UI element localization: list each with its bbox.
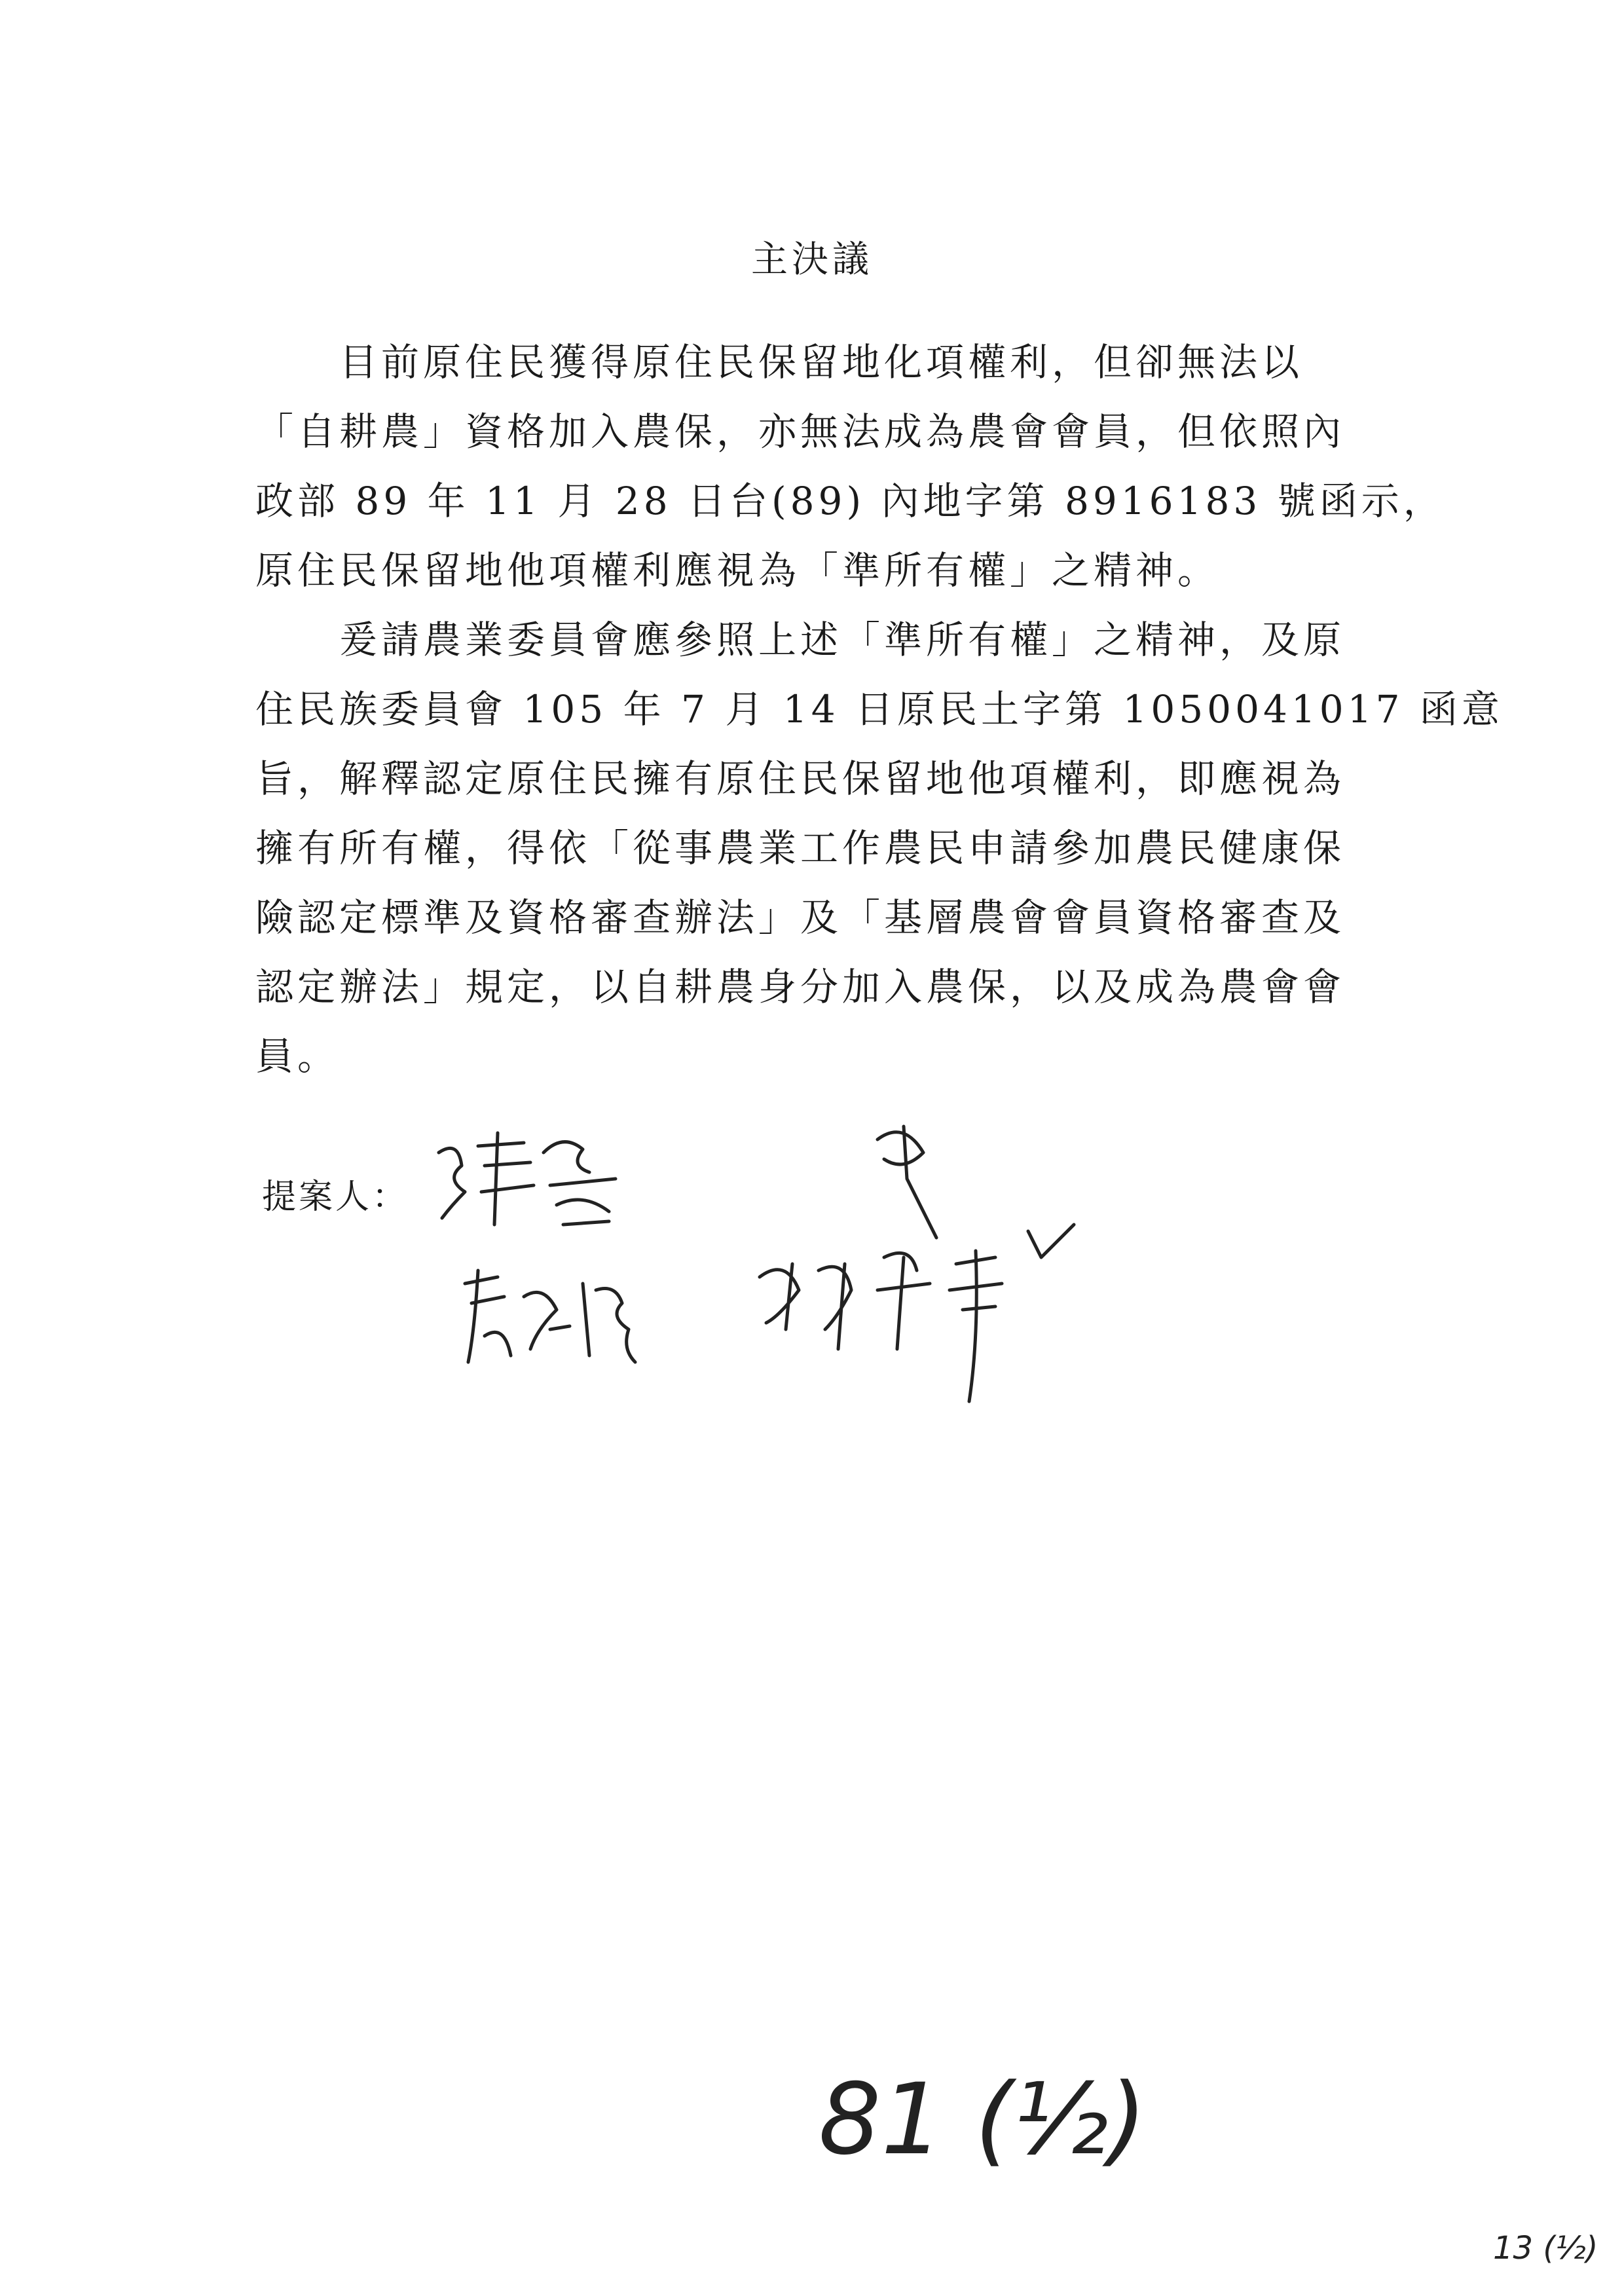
body-line: 險認定標準及資格審查辦法」及「基層農會會員資格審查及 <box>255 895 1346 940</box>
body-line: 爰請農業委員會應參照上述「準所有權」之精神，及原 <box>255 618 1346 662</box>
signature-3 <box>458 1264 642 1378</box>
document-title: 主決議 <box>751 238 873 281</box>
body-line: 原住民保留地他項權利應視為「準所有權」之精神。 <box>255 548 1220 593</box>
body-line: 認定辦法」規定，以自耕農身分加入農保，以及成為農會會 <box>255 965 1346 1009</box>
body-line: 擁有所有權，得依「從事農業工作農民申請參加農民健康保 <box>255 826 1346 870</box>
proposer-label: 提案人： <box>262 1177 409 1217</box>
body-line: 「自耕農」資格加入農保，亦無法成為農會會員，但依照內 <box>255 409 1346 454</box>
signature-1 <box>432 1126 629 1240</box>
body-line: 員。 <box>255 1034 340 1079</box>
resolution-body <box>255 327 1504 1091</box>
body-line: 目前原住民獲得原住民保留地化項權利，但卻無法以 <box>255 340 1304 384</box>
handwritten-footer-number: 13 (½) <box>1493 2230 1598 2267</box>
body-line: 政部 89 年 11 月 28 日台(89) 內地字第 8916183 號函示， <box>255 479 1445 523</box>
signature-4 <box>747 1218 1087 1417</box>
body-line: 旨，解釋認定原住民擁有原住民保留地他項權利，即應視為 <box>255 756 1346 801</box>
body-line: 住民族委員會 105 年 7 月 14 日原民土字第 1050041017 函意 <box>255 687 1504 731</box>
handwritten-page-number: 81 (½) <box>819 2063 1147 2177</box>
